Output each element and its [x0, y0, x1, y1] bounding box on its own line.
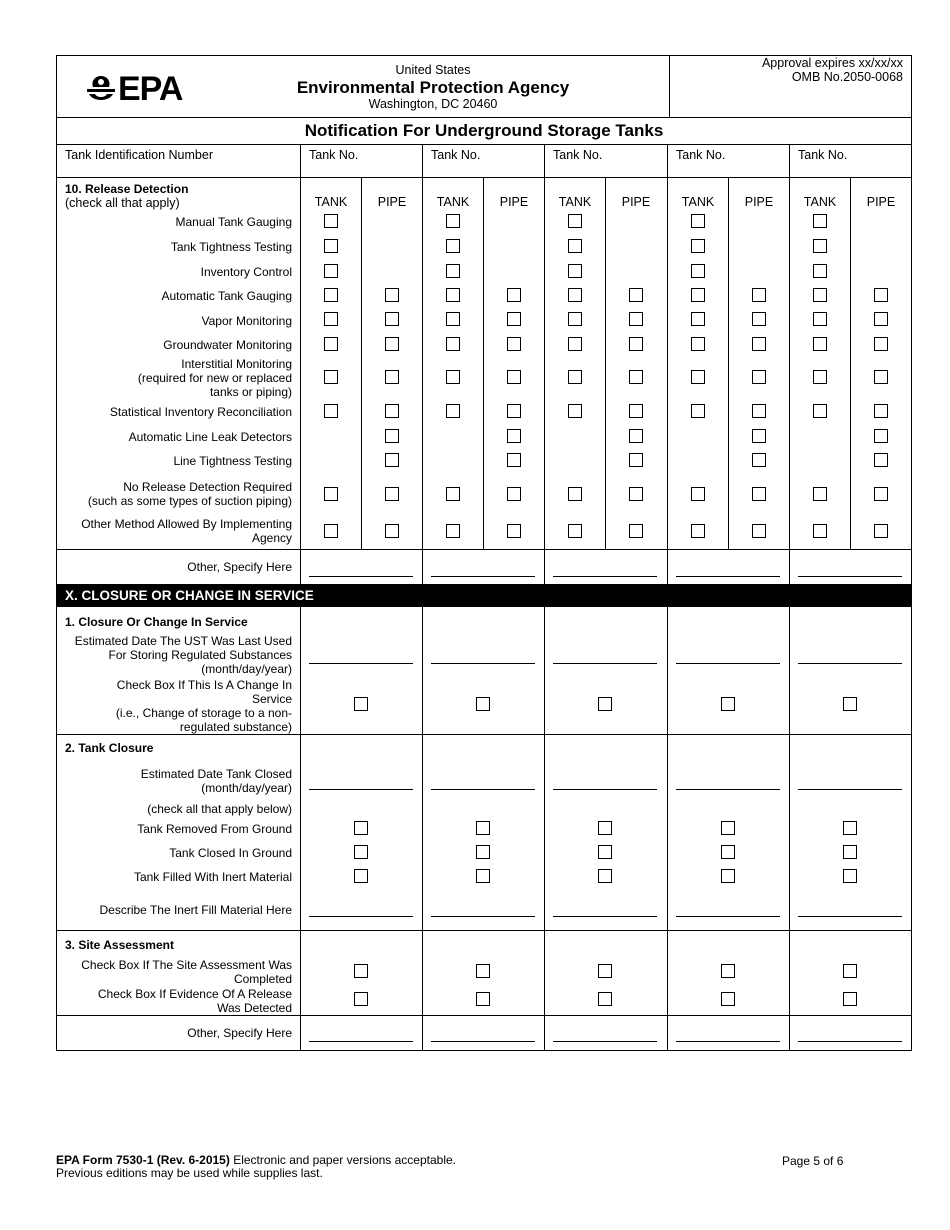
last-used-date-input[interactable]: [309, 663, 413, 664]
form-title: Notification For Underground Storage Tanks: [304, 121, 664, 140]
approval-expires: Approval expires xx/xx/xx: [761, 56, 903, 70]
tank-checkbox[interactable]: [691, 370, 705, 384]
tank-checkbox[interactable]: [691, 214, 705, 228]
pipe-checkbox[interactable]: [385, 337, 399, 351]
rd-other-input[interactable]: [798, 576, 902, 577]
pipe-checkbox[interactable]: [629, 312, 643, 326]
column-line: [789, 607, 790, 1050]
last-used-date-input[interactable]: [676, 663, 780, 664]
pipe-checkbox[interactable]: [629, 524, 643, 538]
tank-checkbox[interactable]: [813, 312, 827, 326]
closure-other-input[interactable]: [798, 1041, 902, 1042]
tank-checkbox[interactable]: [813, 487, 827, 501]
tank-id-label: Tank Identification Number: [65, 148, 213, 162]
tank-checkbox[interactable]: [691, 487, 705, 501]
tank-checkbox[interactable]: [813, 288, 827, 302]
pipe-header: PIPE: [744, 195, 774, 209]
pipe-checkbox[interactable]: [507, 453, 521, 467]
tank-checkbox[interactable]: [813, 264, 827, 278]
section3-other-line: [56, 1015, 912, 1016]
inert-fill-input[interactable]: [309, 916, 413, 917]
closure-sub3-title: 3. Site Assessment: [65, 938, 174, 952]
logo-text: EPA: [118, 69, 183, 108]
release-detection-title: 10. Release Detection: [65, 182, 189, 196]
tank-no-label: Tank No.: [676, 148, 726, 162]
approval-block: [672, 56, 903, 84]
date-closed-input[interactable]: [676, 789, 780, 790]
last-used-date-input[interactable]: [553, 663, 657, 664]
tank-checkbox[interactable]: [568, 524, 582, 538]
date-closed-input[interactable]: [431, 789, 535, 790]
tank-no-label: Tank No.: [309, 148, 359, 162]
tank-checkbox[interactable]: [568, 214, 582, 228]
rd-row-label: Line Tightness Testing: [173, 454, 292, 468]
tank-checkbox[interactable]: [446, 337, 460, 351]
tank-checkbox[interactable]: [446, 264, 460, 278]
tank-checkbox[interactable]: [813, 370, 827, 384]
closure-other-input[interactable]: [676, 1041, 780, 1042]
site-assessment-checkbox[interactable]: [598, 964, 612, 978]
rd-row-label: Automatic Line Leak Detectors: [128, 430, 292, 444]
tank-closed-checkbox[interactable]: [476, 845, 490, 859]
pipe-checkbox[interactable]: [629, 453, 643, 467]
omb-number: OMB No.2050-0068: [791, 70, 903, 84]
footer-page: Page 5 of 6: [782, 1154, 844, 1168]
frame-left: [56, 55, 57, 1051]
pipe-checkbox[interactable]: [507, 429, 521, 443]
rd-row-label: Interstitial Monitoring (required for new or replaced tanks or piping): [137, 357, 292, 399]
tank-filled-checkbox[interactable]: [354, 869, 368, 883]
tank-removed-checkbox[interactable]: [598, 821, 612, 835]
pipe-checkbox[interactable]: [752, 288, 766, 302]
rd-other-input[interactable]: [676, 576, 780, 577]
tank-checkbox[interactable]: [324, 487, 338, 501]
pipe-checkbox[interactable]: [629, 337, 643, 351]
date-closed-input[interactable]: [798, 789, 902, 790]
column-line: [422, 607, 423, 1050]
pipe-checkbox[interactable]: [874, 453, 888, 467]
tank-removed-checkbox[interactable]: [721, 821, 735, 835]
tank-checkbox[interactable]: [324, 288, 338, 302]
tank-removed-label: Tank Removed From Ground: [137, 822, 292, 836]
evidence-release-label: Check Box If Evidence Of A Release Was Detected: [97, 987, 292, 1015]
tank-pipe-divider: [728, 177, 729, 549]
pipe-checkbox[interactable]: [385, 404, 399, 418]
pipe-checkbox[interactable]: [752, 453, 766, 467]
rd-row-label: Automatic Tank Gauging: [161, 289, 292, 303]
footer-left: [56, 1154, 456, 1180]
inert-fill-input[interactable]: [431, 916, 535, 917]
tank-checkbox[interactable]: [324, 337, 338, 351]
tank-checkbox[interactable]: [568, 370, 582, 384]
pipe-checkbox[interactable]: [507, 288, 521, 302]
closure-other-input[interactable]: [431, 1041, 535, 1042]
pipe-checkbox[interactable]: [507, 524, 521, 538]
tank-checkbox[interactable]: [691, 524, 705, 538]
tank-closed-checkbox[interactable]: [354, 845, 368, 859]
rd-row-label: Tank Tightness Testing: [170, 240, 292, 254]
tank-checkbox[interactable]: [324, 214, 338, 228]
pipe-checkbox[interactable]: [752, 312, 766, 326]
column-line: [422, 144, 423, 584]
release-detection-subtitle: (check all that apply): [65, 196, 180, 210]
pipe-checkbox[interactable]: [385, 312, 399, 326]
change-in-service-checkbox[interactable]: [843, 697, 857, 711]
epa-logo: [85, 69, 183, 108]
tank-checkbox[interactable]: [324, 239, 338, 253]
pipe-checkbox[interactable]: [629, 487, 643, 501]
rd-row-label: Inventory Control: [200, 265, 292, 279]
tank-no-label: Tank No.: [431, 148, 481, 162]
site-assessment-checkbox[interactable]: [354, 964, 368, 978]
closure-banner-text: X. CLOSURE OR CHANGE IN SERVICE: [65, 588, 314, 603]
pipe-checkbox[interactable]: [752, 337, 766, 351]
tank-filled-checkbox[interactable]: [598, 869, 612, 883]
pipe-checkbox[interactable]: [874, 524, 888, 538]
tank-checkbox[interactable]: [446, 239, 460, 253]
tank-header: TANK: [558, 195, 592, 209]
tank-checkbox[interactable]: [446, 487, 460, 501]
tank-checkbox[interactable]: [324, 370, 338, 384]
tank-filled-checkbox[interactable]: [476, 869, 490, 883]
column-line: [789, 144, 790, 584]
tank-no-label: Tank No.: [553, 148, 603, 162]
tank-closed-checkbox[interactable]: [721, 845, 735, 859]
section2-bottom-line: [56, 930, 912, 931]
tank-checkbox[interactable]: [691, 404, 705, 418]
site-assessment-checkbox[interactable]: [721, 964, 735, 978]
tank-removed-checkbox[interactable]: [354, 821, 368, 835]
column-line: [544, 607, 545, 1050]
section1-bottom-line: [56, 734, 912, 735]
pipe-checkbox[interactable]: [507, 337, 521, 351]
pipe-checkbox[interactable]: [874, 429, 888, 443]
agency-name: Environmental Protection Agency: [296, 78, 570, 97]
rd-other-input[interactable]: [431, 576, 535, 577]
site-assessment-checkbox[interactable]: [843, 964, 857, 978]
tank-pipe-divider: [850, 177, 851, 549]
footer-note1: Electronic and paper versions acceptable.: [233, 1153, 456, 1167]
tank-checkbox[interactable]: [691, 239, 705, 253]
header-bottom-line: [56, 117, 912, 118]
pipe-checkbox[interactable]: [385, 429, 399, 443]
tank-header: TANK: [436, 195, 470, 209]
tank-checkbox[interactable]: [691, 264, 705, 278]
epa-flower-icon: [85, 74, 117, 104]
tank-removed-checkbox[interactable]: [843, 821, 857, 835]
inert-fill-input[interactable]: [553, 916, 657, 917]
tank-header: TANK: [314, 195, 348, 209]
evidence-release-checkbox[interactable]: [843, 992, 857, 1006]
closure-banner: [56, 584, 912, 607]
pipe-checkbox[interactable]: [629, 288, 643, 302]
last-used-date-input[interactable]: [798, 663, 902, 664]
tank-checkbox[interactable]: [813, 239, 827, 253]
pipe-checkbox[interactable]: [629, 404, 643, 418]
rd-row-label: Statistical Inventory Reconciliation: [109, 405, 292, 419]
tank-closed-label: Tank Closed In Ground: [169, 846, 292, 860]
pipe-checkbox[interactable]: [752, 370, 766, 384]
tank-filled-checkbox[interactable]: [843, 869, 857, 883]
tank-checkbox[interactable]: [691, 337, 705, 351]
pipe-checkbox[interactable]: [507, 404, 521, 418]
frame-right: [911, 55, 912, 1051]
footer-note2: Previous editions may be used while supplies last.: [56, 1166, 323, 1180]
pipe-checkbox[interactable]: [874, 312, 888, 326]
pipe-checkbox[interactable]: [507, 487, 521, 501]
tank-checkbox[interactable]: [324, 524, 338, 538]
pipe-checkbox[interactable]: [752, 429, 766, 443]
tank-checkbox[interactable]: [568, 264, 582, 278]
last-used-label: Estimated Date The UST Was Last Used For Storing Regulated Substances (month/day/year): [74, 634, 292, 676]
column-line: [544, 144, 545, 584]
date-closed-input[interactable]: [309, 789, 413, 790]
tank-checkbox[interactable]: [568, 312, 582, 326]
evidence-release-checkbox[interactable]: [354, 992, 368, 1006]
tank-checkbox[interactable]: [446, 288, 460, 302]
evidence-release-checkbox[interactable]: [721, 992, 735, 1006]
rd-other-label: Other, Specify Here: [187, 560, 292, 574]
pipe-checkbox[interactable]: [874, 337, 888, 351]
site-assessment-label: Check Box If The Site Assessment Was Completed: [81, 958, 292, 986]
pipe-checkbox[interactable]: [874, 404, 888, 418]
change-in-service-checkbox[interactable]: [721, 697, 735, 711]
pipe-checkbox[interactable]: [629, 370, 643, 384]
closure-other-input[interactable]: [553, 1041, 657, 1042]
tank-checkbox[interactable]: [813, 214, 827, 228]
tank-checkbox[interactable]: [568, 487, 582, 501]
change-in-service-checkbox[interactable]: [598, 697, 612, 711]
pipe-checkbox[interactable]: [385, 288, 399, 302]
tank-closed-checkbox[interactable]: [843, 845, 857, 859]
closure-sub1-title: 1. Closure Or Change In Service: [65, 615, 248, 629]
tank-closed-checkbox[interactable]: [598, 845, 612, 859]
rd-row-label: Vapor Monitoring: [201, 314, 292, 328]
frame-bottom: [56, 1050, 912, 1051]
tank-checkbox[interactable]: [446, 370, 460, 384]
last-used-date-input[interactable]: [431, 663, 535, 664]
pipe-checkbox[interactable]: [385, 453, 399, 467]
closure-other-label: Other, Specify Here: [187, 1026, 292, 1040]
inert-fill-input[interactable]: [798, 916, 902, 917]
pipe-checkbox[interactable]: [507, 370, 521, 384]
tank-header: TANK: [681, 195, 715, 209]
rd-other-line: [56, 549, 912, 550]
inert-fill-input[interactable]: [676, 916, 780, 917]
footer-form-id: EPA Form 7530-1 (Rev. 6-2015): [56, 1153, 230, 1167]
pipe-checkbox[interactable]: [385, 524, 399, 538]
tank-checkbox[interactable]: [813, 524, 827, 538]
pipe-checkbox[interactable]: [385, 487, 399, 501]
pipe-checkbox[interactable]: [874, 288, 888, 302]
evidence-release-checkbox[interactable]: [476, 992, 490, 1006]
rd-row-label: Groundwater Monitoring: [163, 338, 292, 352]
tank-header: TANK: [803, 195, 837, 209]
column-line: [667, 144, 668, 584]
tank-checkbox[interactable]: [813, 337, 827, 351]
pipe-checkbox[interactable]: [752, 524, 766, 538]
tank-checkbox[interactable]: [324, 404, 338, 418]
tank-no-label: Tank No.: [798, 148, 848, 162]
tank-checkbox[interactable]: [568, 404, 582, 418]
tank-checkbox[interactable]: [324, 264, 338, 278]
check-all-below-label: (check all that apply below): [147, 802, 292, 816]
rd-row-label: Manual Tank Gauging: [175, 215, 292, 229]
pipe-checkbox[interactable]: [874, 487, 888, 501]
rd-other-input[interactable]: [553, 576, 657, 577]
change-in-service-checkbox[interactable]: [476, 697, 490, 711]
rd-row-label: No Release Detection Required (such as some types of suction piping): [87, 480, 292, 508]
tank-checkbox[interactable]: [446, 312, 460, 326]
pipe-checkbox[interactable]: [752, 404, 766, 418]
tank-checkbox[interactable]: [568, 337, 582, 351]
pipe-checkbox[interactable]: [385, 370, 399, 384]
closure-other-input[interactable]: [309, 1041, 413, 1042]
agency-address: Washington, DC 20460: [368, 97, 498, 111]
pipe-checkbox[interactable]: [507, 312, 521, 326]
change-in-service-label: Check Box If This Is A Change In Service (i.e., Change of storage to a non- regulated substance): [115, 678, 292, 734]
closure-sub2-title: 2. Tank Closure: [65, 741, 154, 755]
header-divider: [669, 55, 670, 117]
tank-checkbox[interactable]: [813, 404, 827, 418]
date-closed-input[interactable]: [553, 789, 657, 790]
agency-line1: United States: [395, 63, 471, 77]
pipe-header: PIPE: [866, 195, 896, 209]
tank-checkbox[interactable]: [324, 312, 338, 326]
tank-checkbox[interactable]: [446, 214, 460, 228]
tank-checkbox[interactable]: [446, 404, 460, 418]
tank-pipe-divider: [361, 177, 362, 549]
tank-checkbox[interactable]: [691, 312, 705, 326]
column-line: [300, 607, 301, 1050]
tank-filled-label: Tank Filled With Inert Material: [133, 870, 292, 884]
tank-checkbox[interactable]: [568, 288, 582, 302]
title-bottom-line: [56, 144, 912, 145]
agency-block: [240, 63, 626, 111]
pipe-checkbox[interactable]: [629, 429, 643, 443]
tank-pipe-divider: [483, 177, 484, 549]
column-line: [300, 144, 301, 584]
tank-removed-checkbox[interactable]: [476, 821, 490, 835]
pipe-header: PIPE: [621, 195, 651, 209]
pipe-checkbox[interactable]: [752, 487, 766, 501]
rd-row-label: Other Method Allowed By Implementing Agency: [81, 517, 292, 545]
site-assessment-checkbox[interactable]: [476, 964, 490, 978]
tank-pipe-divider: [605, 177, 606, 549]
tankno-bottom-line: [56, 177, 912, 178]
tank-checkbox[interactable]: [691, 288, 705, 302]
evidence-release-checkbox[interactable]: [598, 992, 612, 1006]
change-in-service-checkbox[interactable]: [354, 697, 368, 711]
tank-checkbox[interactable]: [446, 524, 460, 538]
pipe-header: PIPE: [499, 195, 529, 209]
pipe-checkbox[interactable]: [874, 370, 888, 384]
pipe-header: PIPE: [377, 195, 407, 209]
tank-filled-checkbox[interactable]: [721, 869, 735, 883]
rd-other-input[interactable]: [309, 576, 413, 577]
tank-checkbox[interactable]: [568, 239, 582, 253]
describe-fill-label: Describe The Inert Fill Material Here: [99, 903, 292, 917]
column-line: [667, 607, 668, 1050]
date-closed-label: Estimated Date Tank Closed (month/day/year): [140, 767, 292, 795]
